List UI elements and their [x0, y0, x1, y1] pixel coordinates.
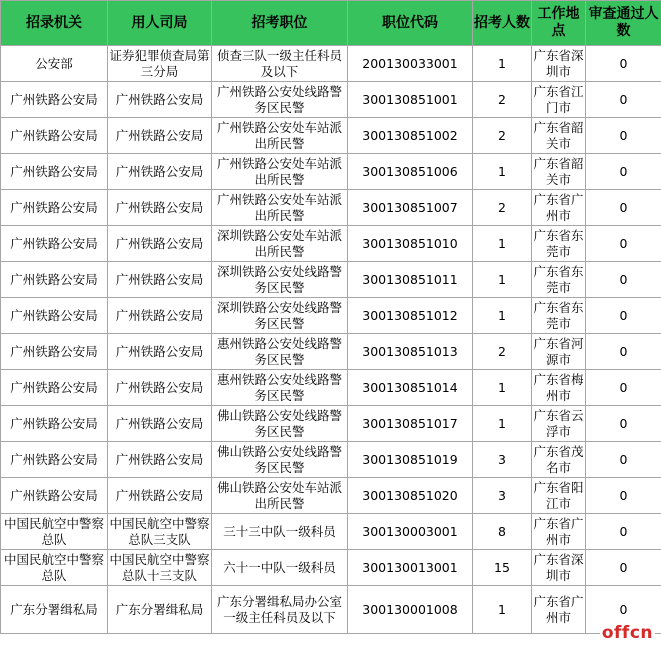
cell-position: 广州铁路公安处线路警务区民警 — [212, 82, 348, 118]
cell-quota: 1 — [473, 586, 532, 634]
cell-agency: 公安部 — [1, 46, 108, 82]
cell-location: 广东省深圳市 — [532, 550, 586, 586]
cell-code: 300130851017 — [348, 406, 473, 442]
cell-code: 300130851002 — [348, 118, 473, 154]
cell-location: 广东省韶关市 — [532, 154, 586, 190]
cell-department: 广州铁路公安局 — [108, 262, 212, 298]
cell-agency: 广州铁路公安局 — [1, 154, 108, 190]
cell-agency: 广州铁路公安局 — [1, 442, 108, 478]
cell-agency: 广州铁路公安局 — [1, 298, 108, 334]
cell-passed: 0 — [586, 334, 661, 370]
cell-location: 广东省河源市 — [532, 334, 586, 370]
cell-quota: 2 — [473, 190, 532, 226]
table-row — [1, 46, 661, 82]
cell-agency: 广州铁路公安局 — [1, 262, 108, 298]
header-passed: 审查通过人数 — [586, 1, 661, 46]
cell-agency: 中国民航空中警察总队 — [1, 514, 108, 550]
table-row — [1, 262, 661, 298]
cell-code: 300130851012 — [348, 298, 473, 334]
cell-department: 广州铁路公安局 — [108, 298, 212, 334]
cell-quota: 1 — [473, 154, 532, 190]
cell-code: 300130013001 — [348, 550, 473, 586]
cell-passed: 0 — [586, 370, 661, 406]
cell-location: 广东省广州市 — [532, 190, 586, 226]
header-quota: 招考人数 — [473, 1, 532, 46]
cell-department: 广州铁路公安局 — [108, 334, 212, 370]
cell-agency: 广州铁路公安局 — [1, 334, 108, 370]
cell-location: 广东省广州市 — [532, 514, 586, 550]
cell-code: 300130851020 — [348, 478, 473, 514]
cell-department: 广州铁路公安局 — [108, 226, 212, 262]
cell-quota: 1 — [473, 406, 532, 442]
offcn-watermark: offcn — [601, 623, 653, 643]
cell-code: 300130851007 — [348, 190, 473, 226]
cell-location: 广东省云浮市 — [532, 406, 586, 442]
cell-agency: 广州铁路公安局 — [1, 370, 108, 406]
cell-agency: 广州铁路公安局 — [1, 406, 108, 442]
cell-location: 广东省东莞市 — [532, 298, 586, 334]
cell-position: 侦查三队一级主任科员及以下 — [212, 46, 348, 82]
cell-passed: 0 — [586, 406, 661, 442]
cell-agency: 广州铁路公安局 — [1, 190, 108, 226]
cell-department: 证券犯罪侦查局第三分局 — [108, 46, 212, 82]
cell-department: 广东分署缉私局 — [108, 586, 212, 634]
cell-location: 广东省江门市 — [532, 82, 586, 118]
cell-department: 广州铁路公安局 — [108, 190, 212, 226]
cell-department: 广州铁路公安局 — [108, 370, 212, 406]
cell-department: 广州铁路公安局 — [108, 442, 212, 478]
cell-code: 300130851013 — [348, 334, 473, 370]
cell-location: 广东省东莞市 — [532, 262, 586, 298]
cell-quota: 1 — [473, 298, 532, 334]
cell-quota: 15 — [473, 550, 532, 586]
cell-passed: 0 — [586, 46, 661, 82]
cell-quota: 1 — [473, 226, 532, 262]
cell-code: 300130851001 — [348, 82, 473, 118]
cell-position: 深圳铁路公安处车站派出所民警 — [212, 226, 348, 262]
cell-code: 300130851011 — [348, 262, 473, 298]
cell-position: 佛山铁路公安处线路警务区民警 — [212, 406, 348, 442]
cell-position: 六十一中队一级科员 — [212, 550, 348, 586]
cell-code: 300130001008 — [348, 586, 473, 634]
table-row — [1, 442, 661, 478]
cell-location: 广东省广州市 — [532, 586, 586, 634]
cell-department: 广州铁路公安局 — [108, 154, 212, 190]
cell-passed: 0 — [586, 586, 661, 634]
cell-passed: 0 — [586, 154, 661, 190]
cell-position: 深圳铁路公安处线路警务区民警 — [212, 298, 348, 334]
cell-quota: 2 — [473, 334, 532, 370]
cell-passed: 0 — [586, 478, 661, 514]
cell-location: 广东省深圳市 — [532, 46, 586, 82]
table-row — [1, 226, 661, 262]
cell-passed: 0 — [586, 514, 661, 550]
cell-passed: 0 — [586, 442, 661, 478]
cell-quota: 2 — [473, 82, 532, 118]
table-row — [1, 334, 661, 370]
table-row — [1, 550, 661, 586]
cell-agency: 广州铁路公安局 — [1, 478, 108, 514]
cell-location: 广东省梅州市 — [532, 370, 586, 406]
header-code: 职位代码 — [348, 1, 473, 46]
table-row — [1, 154, 661, 190]
cell-agency: 中国民航空中警察总队 — [1, 550, 108, 586]
cell-passed: 0 — [586, 262, 661, 298]
cell-agency: 广州铁路公安局 — [1, 118, 108, 154]
cell-position: 佛山铁路公安处线路警务区民警 — [212, 442, 348, 478]
header-department: 用人司局 — [108, 1, 212, 46]
cell-position: 惠州铁路公安处线路警务区民警 — [212, 370, 348, 406]
table-row — [1, 298, 661, 334]
cell-code: 200130033001 — [348, 46, 473, 82]
cell-quota: 1 — [473, 370, 532, 406]
cell-code: 300130851014 — [348, 370, 473, 406]
table-row — [1, 406, 661, 442]
cell-location: 广东省韶关市 — [532, 118, 586, 154]
cell-position: 惠州铁路公安处线路警务区民警 — [212, 334, 348, 370]
cell-position: 三十三中队一级科员 — [212, 514, 348, 550]
cell-location: 广东省阳江市 — [532, 478, 586, 514]
cell-agency: 广州铁路公安局 — [1, 82, 108, 118]
table-row — [1, 370, 661, 406]
cell-code: 300130003001 — [348, 514, 473, 550]
cell-location: 广东省茂名市 — [532, 442, 586, 478]
cell-position: 广东分署缉私局办公室一级主任科员及以下 — [212, 586, 348, 634]
header-position: 招考职位 — [212, 1, 348, 46]
cell-quota: 3 — [473, 442, 532, 478]
table-row — [1, 514, 661, 550]
cell-quota: 1 — [473, 262, 532, 298]
cell-quota: 1 — [473, 46, 532, 82]
cell-quota: 8 — [473, 514, 532, 550]
cell-agency: 广东分署缉私局 — [1, 586, 108, 634]
table-row — [1, 190, 661, 226]
cell-code: 300130851019 — [348, 442, 473, 478]
cell-quota: 2 — [473, 118, 532, 154]
cell-passed: 0 — [586, 298, 661, 334]
cell-location: 广东省东莞市 — [532, 226, 586, 262]
table-row — [1, 82, 661, 118]
table-row — [1, 478, 661, 514]
cell-department: 广州铁路公安局 — [108, 406, 212, 442]
cell-department: 广州铁路公安局 — [108, 82, 212, 118]
cell-code: 300130851006 — [348, 154, 473, 190]
cell-department: 广州铁路公安局 — [108, 118, 212, 154]
cell-department: 中国民航空中警察总队十三支队 — [108, 550, 212, 586]
cell-passed: 0 — [586, 550, 661, 586]
header-agency: 招录机关 — [1, 1, 108, 46]
cell-passed: 0 — [586, 226, 661, 262]
cell-quota: 3 — [473, 478, 532, 514]
cell-position: 广州铁路公安处车站派出所民警 — [212, 118, 348, 154]
cell-passed: 0 — [586, 82, 661, 118]
cell-position: 佛山铁路公安处车站派出所民警 — [212, 478, 348, 514]
cell-position: 深圳铁路公安处线路警务区民警 — [212, 262, 348, 298]
cell-passed: 0 — [586, 118, 661, 154]
cell-department: 广州铁路公安局 — [108, 478, 212, 514]
cell-passed: 0 — [586, 190, 661, 226]
cell-code: 300130851010 — [348, 226, 473, 262]
cell-department: 中国民航空中警察总队三支队 — [108, 514, 212, 550]
header-location: 工作地点 — [532, 1, 586, 46]
table-row — [1, 118, 661, 154]
cell-position: 广州铁路公安处车站派出所民警 — [212, 154, 348, 190]
table-row — [1, 586, 661, 634]
cell-agency: 广州铁路公安局 — [1, 226, 108, 262]
cell-position: 广州铁路公安处车站派出所民警 — [212, 190, 348, 226]
header-row — [1, 1, 661, 46]
